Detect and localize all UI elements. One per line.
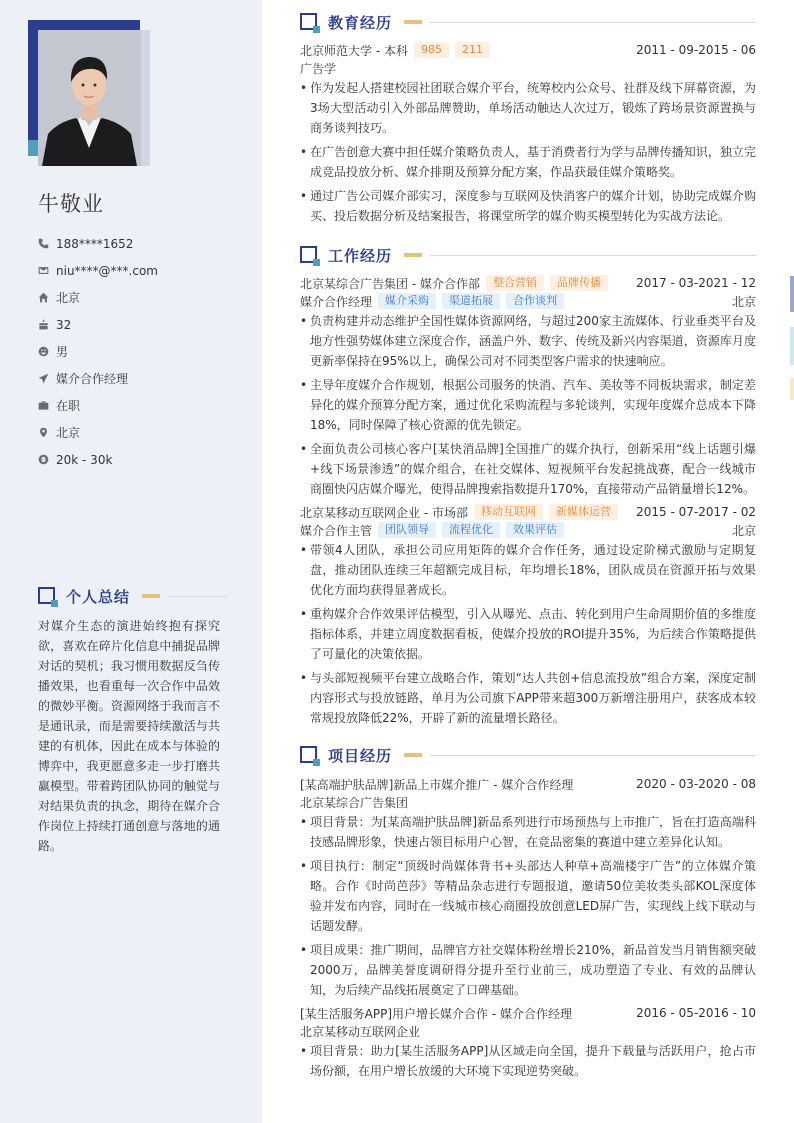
project-name-row <box>300 1004 756 1022</box>
position-value: 媒介合作经理 <box>56 372 129 386</box>
section-divider <box>430 22 756 23</box>
section-square-icon <box>38 587 57 605</box>
education-bullets <box>300 78 756 226</box>
list-item: • 重构媒介合作效果评估模型，引入从曝光、点击、转化到用户生命周期价值的多维度指标体系，并建立周度数据看板，使媒介投放的ROI提升35%，为后续合作策略提供了可量化的决策依据。 <box>300 604 756 664</box>
list-item: • 负责构建并动态维护全国性媒体资源网络，与超过200家主流媒体、行业垂类平台及地方性强势媒体建立深度合作，涵盖户外、数字、传统及新兴内容渠道，资源库月度更新率保持在95%以上，确保公司对不同类型客户需求的快速响应。 <box>300 311 756 371</box>
work-header <box>300 245 756 265</box>
company-tag: 整合营销 <box>486 275 544 291</box>
section-divider <box>430 255 756 256</box>
job-company: 北京某综合广告集团 - 媒介合作部 <box>300 276 480 291</box>
candidate-name: 牛敬业 <box>38 192 104 216</box>
edge-decoration <box>790 276 794 400</box>
education-header <box>300 12 756 32</box>
education-title: 教育经历 <box>328 13 393 32</box>
job-entry <box>300 503 756 728</box>
home-icon <box>38 292 56 303</box>
job-city: 北京 <box>731 294 756 309</box>
edge-mark <box>790 276 794 312</box>
list-item: • 在广告创意大赛中担任媒介策略负责人，基于消费者行为学与品牌传播知识，独立完成竞品投放分析、媒介排期及预算分配方案，作品获最佳媒介策略奖。 <box>300 142 756 182</box>
section-square-icon <box>300 13 319 31</box>
role-tag: 效果评估 <box>506 522 564 538</box>
section-divider <box>168 596 228 597</box>
role-tag: 媒介采购 <box>378 293 436 309</box>
location-icon <box>38 427 56 438</box>
cake-icon <box>38 319 56 330</box>
city-row <box>38 419 248 446</box>
gender-value: 男 <box>56 345 69 359</box>
school-tag: 211 <box>455 42 490 58</box>
role-tag: 合作谈判 <box>506 293 564 309</box>
list-item: • 项目执行：制定“顶级时尚媒体背书+头部达人种草+高端楼宇广告”的立体媒介策略。合作《时尚芭莎》等精品杂志进行专题报道，邀请50位美妆类头部KOL深度体验并发布内容，同时在一线城市核心商圈投放创意LED屏广告，实现线上线下联动与话题发酵。 <box>300 856 756 936</box>
job-bullets <box>300 540 756 728</box>
project-entry <box>300 1004 756 1081</box>
job-entry <box>300 274 756 499</box>
coin-icon <box>38 454 56 465</box>
company-tag: 新媒体运营 <box>549 504 618 520</box>
job-role-row <box>300 521 756 539</box>
role-tag: 团队领导 <box>378 522 436 538</box>
status-row <box>38 392 248 419</box>
salary-row <box>38 446 248 473</box>
salary-value: 20k - 30k <box>56 452 113 467</box>
education-section <box>300 12 756 230</box>
section-accent-bar <box>404 753 422 757</box>
list-item: • 项目背景：为[某高端护肤品牌]新品系列进行市场预热与上市推广，旨在打造高端科技感品牌形象，快速占领目标用户心智，在竞品密集的赛道中建立差异化认知。 <box>300 812 756 852</box>
project-org: 北京某移动互联网企业 <box>300 1024 421 1039</box>
summary-text: 对媒介生态的演进始终抱有探究欲，喜欢在碎片化信息中捕捉品牌对话的契机；我习惯用数据反刍传播效果，也看重每一次合作中品效的微妙平衡。资源网络于我而言不是通讯录，而是需要持续激活与共建的有机体，因此在成本与体验的博弈中，我更愿意多走一步打磨共赢模型。带着跨团队协同的触觉与对结果负责的执念，期待在媒介合作岗位上持续打通创意与落地的通路。 <box>38 619 220 853</box>
role-tag: 渠道拓展 <box>442 293 500 309</box>
hometown-value: 北京 <box>56 291 81 305</box>
project-name-row <box>300 775 756 793</box>
project-date: 2016 - 05-2016 - 10 <box>636 1006 756 1020</box>
list-item: • 项目成果：推广期间，品牌官方社交媒体粉丝增长210%，新品首发当月销售额突破2000万，品牌美誉度调研得分提升至行业前三，成功塑造了专业、有效的品牌认知，为后续产品线拓展奠定了口碑基础。 <box>300 940 756 1000</box>
avatar <box>38 30 141 166</box>
section-accent-bar <box>404 253 422 257</box>
list-item: • 带领4人团队，承担公司应用矩阵的媒介合作任务，通过设定阶梯式激励与定期复盘，推动团队连续三年超额完成目标，年均增长18%，团队成员在资源开拓与效果优化方面均获得显著成长。 <box>300 540 756 600</box>
section-square-icon <box>300 246 319 264</box>
list-item: • 主导年度媒介合作规划，根据公司服务的快消、汽车、美妆等不同板块需求，制定差异化的媒介预算分配方案，通过优化采购流程与多轮谈判，实现年度媒介总成本下降18%，同时保障了核心资源的优先锁定。 <box>300 375 756 435</box>
school-tag: 985 <box>414 42 449 58</box>
list-item: • 与头部短视频平台建立战略合作，策划“达人共创+信息流投放”组合方案，深度定制内容形式与投放链路，单月为公司旗下APP带来超300万新增注册用户，获客成本较常规投放降低22%，开辟了新的流量增长路径。 <box>300 668 756 728</box>
send-icon <box>38 373 56 384</box>
job-city: 北京 <box>731 523 756 538</box>
work-section <box>300 245 756 732</box>
email-value: niu****@***.com <box>56 263 158 278</box>
position-row <box>38 365 248 392</box>
age-value: 32 <box>56 317 72 332</box>
age-row <box>38 311 248 338</box>
list-item: • 项目背景：助力[某生活服务APP]从区域走向全国，提升下载量与活跃用户，抢占市场份额，在用户增长放缓的大环境下实现逆势突破。 <box>300 1041 756 1081</box>
job-role: 媒介合作经理 <box>300 294 373 309</box>
job-company-row <box>300 274 756 292</box>
projects-header <box>300 745 756 765</box>
section-accent-bar <box>404 20 422 24</box>
school-name: 北京师范大学 - 本科 <box>300 43 408 58</box>
project-org-row <box>300 793 756 811</box>
project-org: 北京某综合广告集团 <box>300 795 409 810</box>
phone-row <box>38 230 248 257</box>
email-row <box>38 257 248 284</box>
project-name: [某高端护肤品牌]新品上市媒介推广 - 媒介合作经理 <box>300 777 574 792</box>
project-org-row <box>300 1022 756 1040</box>
job-company: 北京某移动互联网企业 - 市场部 <box>300 505 468 520</box>
projects-section <box>300 745 756 1085</box>
role-tag: 流程优化 <box>442 522 500 538</box>
education-school-row <box>300 41 756 59</box>
major: 广告学 <box>300 61 337 76</box>
edge-mark <box>790 378 794 400</box>
projects-title: 项目经历 <box>328 746 393 765</box>
project-name: [某生活服务APP]用户增长媒介合作 - 媒介合作经理 <box>300 1006 573 1021</box>
project-entry <box>300 775 756 1000</box>
project-date: 2020 - 03-2020 - 08 <box>636 777 756 791</box>
section-divider <box>430 755 756 756</box>
list-item: • 全面负责公司核心客户[某快消品牌]全国推广的媒介执行，创新采用“线上话题引爆+线下场景渗透”的媒介组合，在社交媒体、短视频平台发起挑战赛，配合一线城市商圈快闪店媒介曝光，使得品牌搜索指数提升170%，直接带动产品销量增长12%。 <box>300 439 756 499</box>
hometown-row <box>38 284 248 311</box>
section-accent-bar <box>142 594 160 598</box>
phone-value: 188****1652 <box>56 236 134 251</box>
project-bullets <box>300 812 756 1000</box>
list-item: • 通过广告公司媒介部实习，深度参与互联网及快消客户的媒介计划，协助完成媒介购买、投后数据分析及结案报告，将课堂所学的媒介购买模型转化为实战方法论。 <box>300 186 756 226</box>
summary-header <box>38 586 228 606</box>
job-role: 媒介合作主管 <box>300 523 373 538</box>
education-date: 2011 - 09-2015 - 06 <box>636 43 756 57</box>
work-title: 工作经历 <box>328 246 393 265</box>
status-value: 在职 <box>56 399 81 413</box>
city-value: 北京 <box>56 426 81 440</box>
contact-info-list <box>38 230 248 473</box>
project-bullets <box>300 1041 756 1081</box>
edge-mark <box>790 327 794 365</box>
briefcase-icon <box>38 400 56 411</box>
job-date: 2015 - 07-2017 - 02 <box>636 505 756 519</box>
section-square-icon <box>300 746 319 764</box>
summary-title: 个人总结 <box>66 587 131 606</box>
education-major-row <box>300 59 756 77</box>
company-tag: 移动互联网 <box>474 504 543 520</box>
phone-icon <box>38 238 56 249</box>
sidebar <box>0 0 262 1123</box>
job-company-row <box>300 503 756 521</box>
gender-row <box>38 338 248 365</box>
company-tag: 品牌传播 <box>550 275 608 291</box>
job-role-row <box>300 292 756 310</box>
list-item: • 作为发起人搭建校园社团联合媒介平台，统筹校内公众号、社群及线下屏幕资源，为3场大型活动引入外部品牌赞助，单场活动触达人次过万，锻炼了跨场景资源置换与商务谈判技巧。 <box>300 78 756 138</box>
job-date: 2017 - 03-2021 - 12 <box>636 276 756 290</box>
job-bullets <box>300 311 756 499</box>
smile-icon <box>38 346 56 357</box>
mail-icon <box>38 265 56 276</box>
